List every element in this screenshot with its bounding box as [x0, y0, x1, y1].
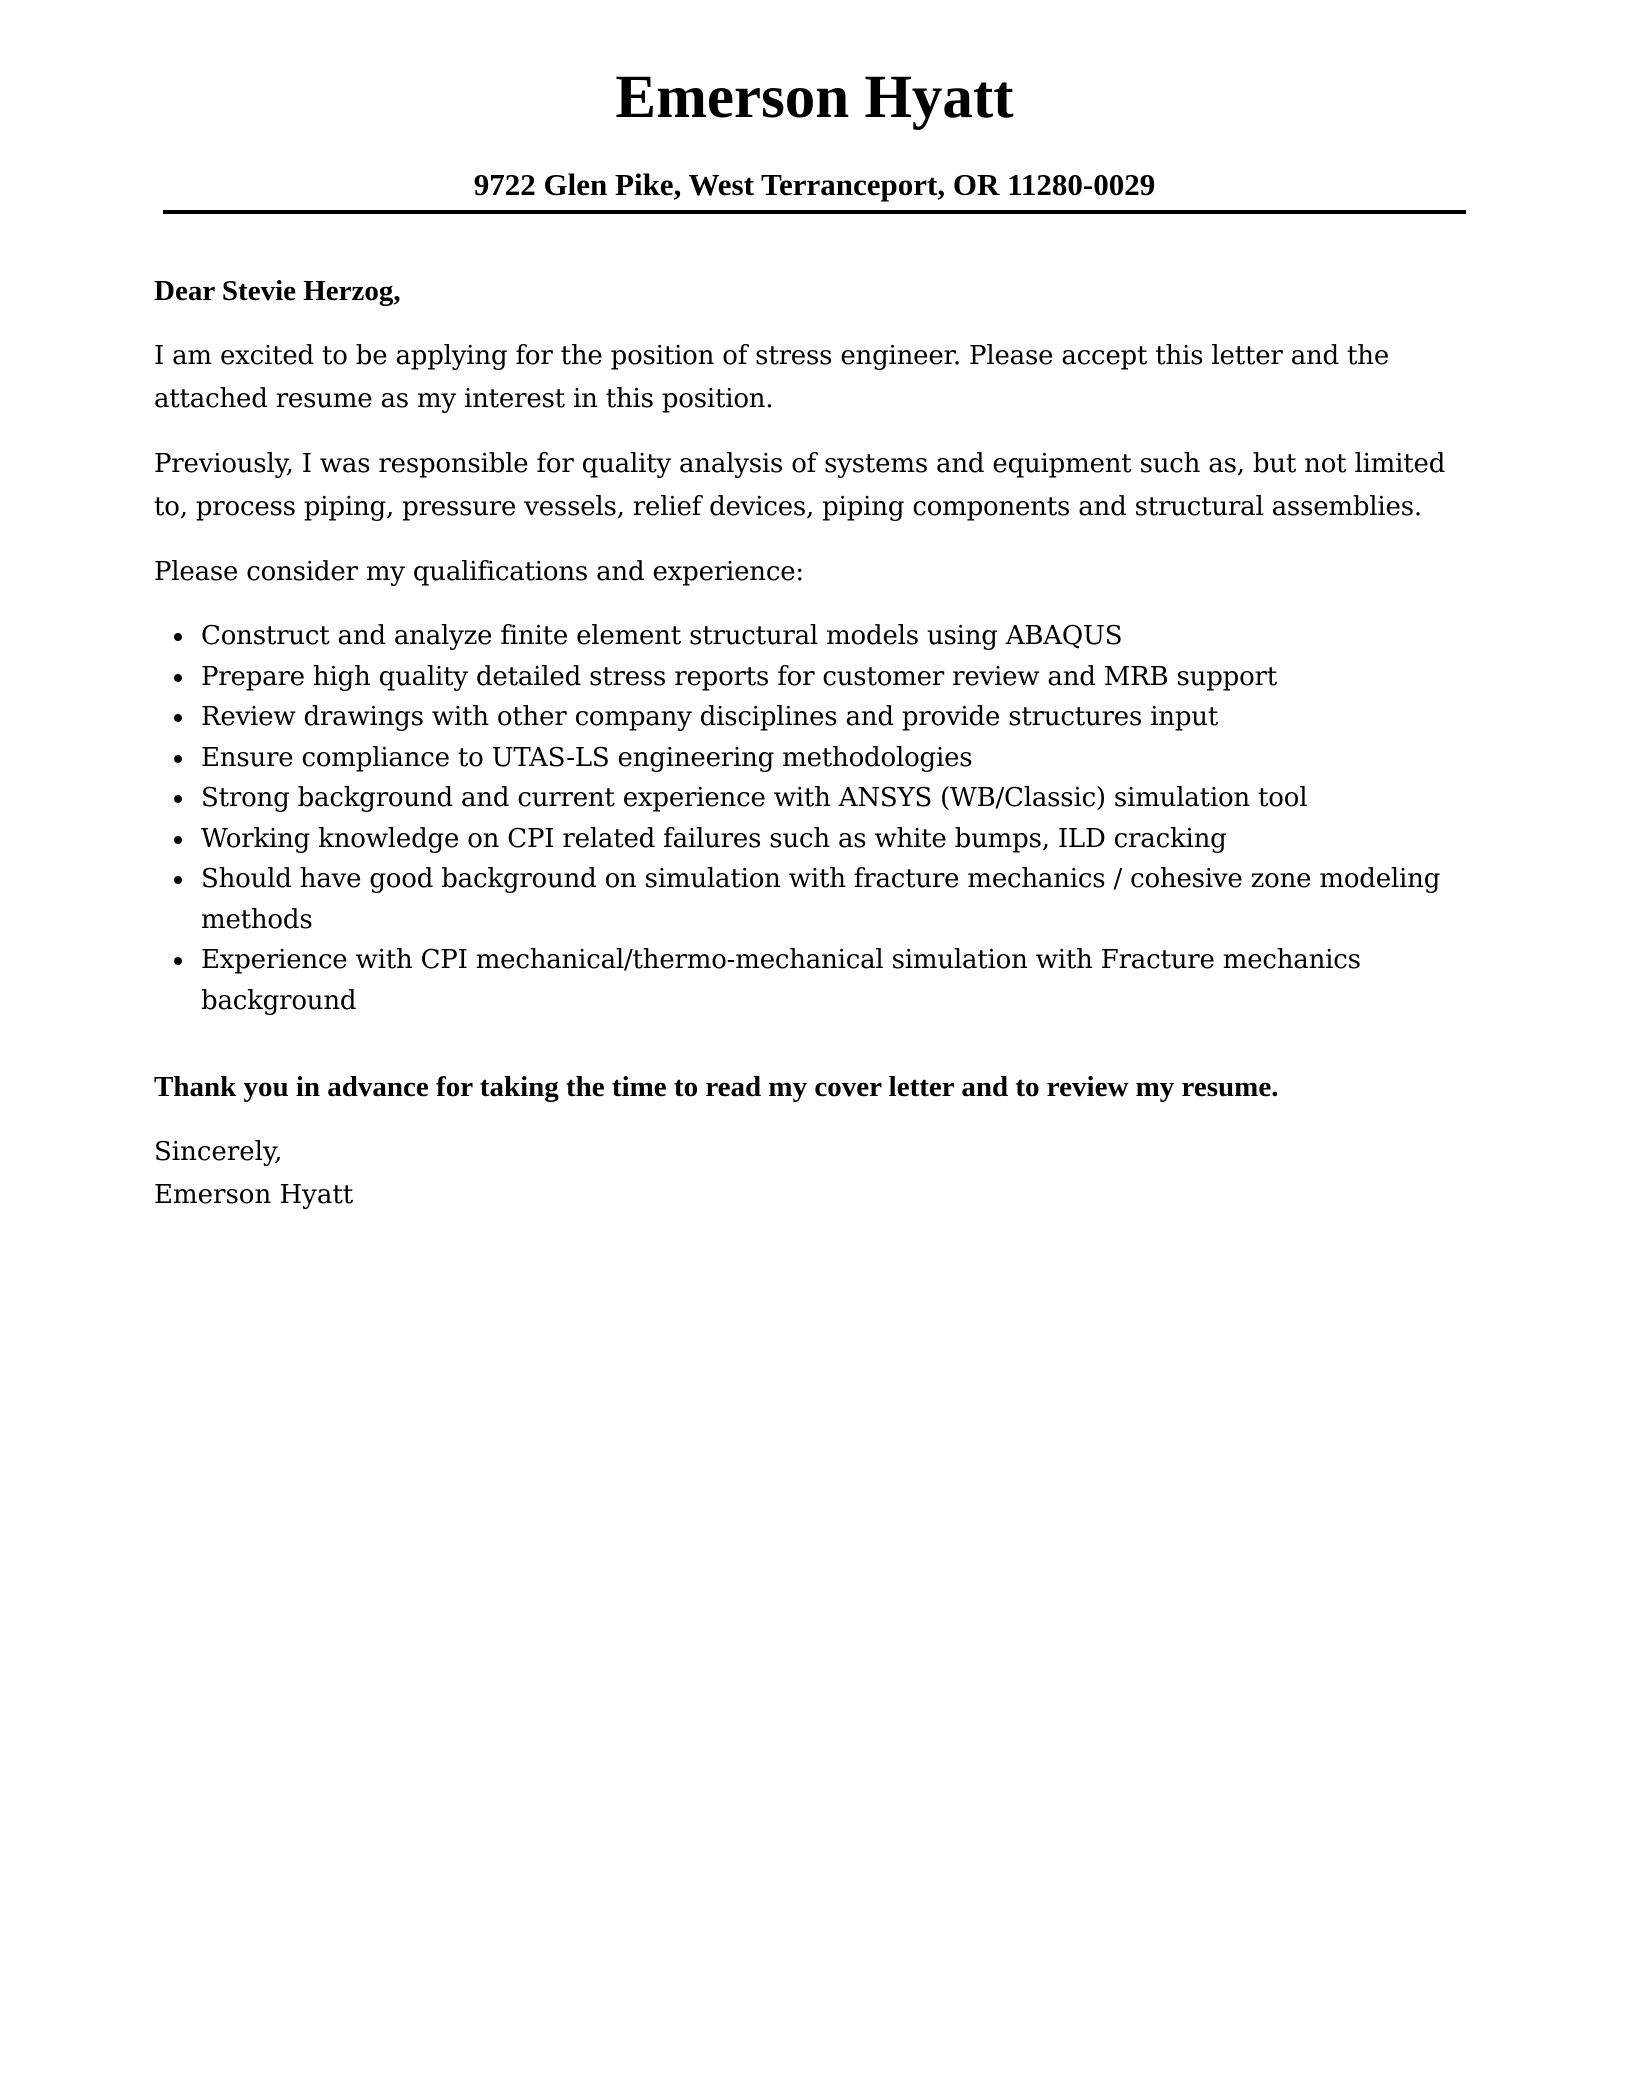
closing-statement: Thank you in advance for taking the time to read my cover letter and to review my resume. [154, 1071, 1279, 1103]
bullet-icon [174, 957, 182, 965]
salutation: Dear Stevie Herzog, [154, 275, 401, 307]
sender-name: Emerson Hyatt [615, 64, 1014, 131]
sender-address: 9722 Glen Pike, West Terranceport, OR 11280-0029 [473, 167, 1156, 202]
list-item [154, 738, 1464, 779]
list-item [154, 616, 1464, 657]
signature: Emerson Hyatt [154, 1180, 354, 1210]
signoff: Sincerely, [154, 1137, 283, 1167]
bullet-icon [174, 674, 182, 682]
qualification-text: Should have good background on simulation with fracture mechanics / cohesive zone modeling methods [201, 864, 1441, 935]
qualification-text: Strong background and current experience with ANSYS (WB/Classic) simulation tool [201, 783, 1308, 813]
bullet-icon [174, 876, 182, 884]
list-item [154, 859, 1464, 940]
list-item [154, 819, 1464, 860]
qualifications-intro: Please consider my qualifications and experience: [154, 557, 804, 587]
bullet-icon [174, 795, 182, 803]
qualification-text: Working knowledge on CPI related failures such as white bumps, ILD cracking [201, 823, 1227, 854]
letter-body [154, 270, 1464, 1217]
intro-paragraph: I am excited to be applying for the position of stress engineer. Please accept this letter and the attached resume as my interest in this position. [154, 341, 1390, 414]
qualification-text: Prepare high quality detailed stress reports for customer review and MRB support [201, 661, 1278, 692]
qualifications-list [154, 616, 1464, 1021]
list-item [154, 697, 1464, 738]
qualification-text: Review drawings with other company disciplines and provide structures input [201, 702, 1219, 732]
bullet-icon [174, 714, 182, 722]
list-item [154, 940, 1464, 1021]
qualification-text: Experience with CPI mechanical/thermo-mechanical simulation with Fracture mechanics background [201, 945, 1361, 1016]
list-item [154, 778, 1464, 819]
qualification-text: Construct and analyze finite element structural models using ABAQUS [201, 621, 1123, 651]
bullet-icon [174, 633, 182, 641]
bullet-icon [174, 836, 182, 844]
list-item [154, 657, 1464, 698]
header-divider [163, 210, 1466, 214]
qualification-text: Ensure compliance to UTAS-LS engineering methodologies [201, 742, 973, 773]
signoff-block [154, 1131, 1464, 1217]
bullet-icon [174, 755, 182, 763]
experience-paragraph: Previously, I was responsible for quality analysis of systems and equipment such as, but not limited to, process piping, pressure vessels, relief devices, piping components and structural assemblies. [154, 449, 1446, 522]
